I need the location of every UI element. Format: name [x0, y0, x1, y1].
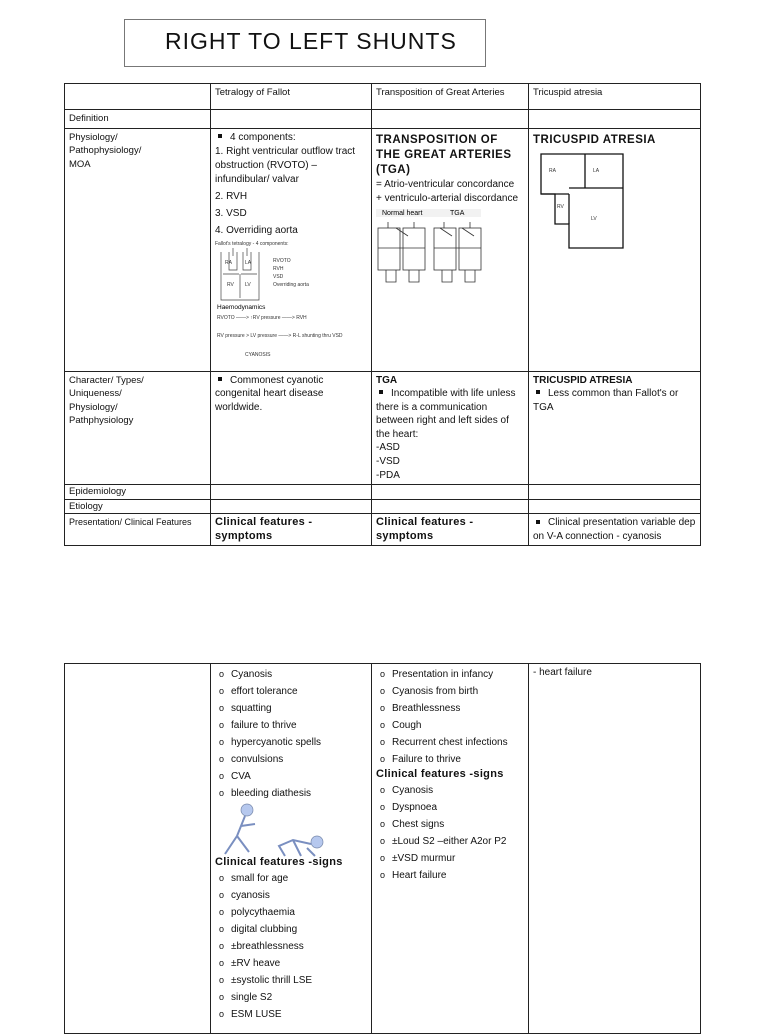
square-bullet-icon [379, 390, 383, 394]
tof-presentation-head: Clinical features -symptoms [211, 514, 372, 546]
tga-diagram [376, 208, 486, 290]
circle-bullet-icon: o [380, 686, 386, 696]
row-label-presentation: Presentation/ Clinical Features [65, 514, 211, 546]
row-label-definition: Definition [65, 110, 211, 129]
list-item: o CVA [219, 768, 367, 785]
circle-bullet-icon: o [219, 1008, 225, 1019]
circle-bullet-icon: o [380, 835, 386, 846]
continuation-table [64, 663, 701, 1034]
list-item: o Heart failure [380, 867, 524, 884]
ta-physiology-cell [529, 128, 701, 371]
list-item: o Presentation in infancy [380, 666, 524, 683]
ta-character-cell [529, 371, 701, 485]
circle-bullet-icon: o [219, 991, 225, 1002]
haemo-line-3: CYANOSIS [245, 351, 271, 358]
character-row [65, 371, 701, 485]
circle-bullet-icon: o [219, 872, 225, 883]
circle-bullet-icon: o [219, 940, 225, 951]
circle-bullet-icon: o [380, 737, 386, 747]
tga-character-head: TGA [376, 374, 398, 386]
tga-shunt-vsd: -VSD [376, 456, 400, 468]
list-item: o polycythaemia [219, 904, 367, 921]
ta-label-lv: LV [591, 215, 597, 222]
page-title: RIGHT TO LEFT SHUNTS [165, 28, 457, 54]
circle-bullet-icon: o [219, 720, 225, 730]
etiology-row [65, 499, 701, 514]
comparison-table [64, 83, 701, 546]
list-item: o Breathlessness [380, 700, 524, 717]
tof-component-3: 3. VSD [215, 207, 247, 219]
circle-bullet-icon: o [380, 818, 386, 829]
circle-bullet-icon: o [219, 686, 225, 696]
row-label-character: Character/ Types/ Uniqueness/ Physiology/ Pathphysiology [65, 371, 211, 485]
ta-presentation-text: Clinical presentation variable dep on V-A connection - cyanosis [533, 517, 696, 542]
tga-shunt-pda: -PDA [376, 469, 400, 481]
tof-component-1: 1. Right ventricular outflow tract obstruction (RVOTO) – infundibular/ valvar [215, 145, 356, 185]
ta-label-la: LA [593, 167, 600, 174]
legend-rvoto: RVOTO [273, 257, 291, 264]
circle-bullet-icon: o [380, 669, 386, 679]
list-item: o digital clubbing [219, 921, 367, 938]
list-item: o convulsions [219, 751, 367, 768]
svg-text:RA: RA [225, 259, 232, 266]
square-bullet-icon [218, 134, 222, 138]
tga-features-cell [372, 664, 529, 1034]
fallot-diagram [215, 240, 365, 365]
tga-title: TRANSPOSITION OF THE GREAT ARTERIES (TGA) [376, 133, 512, 176]
diagram-title: Fallot's tetralogy - 4 components: [215, 240, 289, 247]
circle-bullet-icon: o [219, 754, 225, 764]
header-row [65, 84, 701, 110]
list-item: o Cyanosis from birth [380, 683, 524, 700]
circle-bullet-icon: o [219, 974, 225, 985]
tof-signs-list [215, 870, 367, 1023]
continuation-row [65, 664, 701, 1034]
svg-text:RV: RV [227, 281, 234, 288]
tof-character-text: Commonest cyanotic congenital heart disease worldwide. [215, 374, 324, 413]
physiology-row [65, 128, 701, 371]
circle-bullet-icon: o [219, 703, 225, 713]
square-bullet-icon [536, 520, 540, 524]
epidemiology-row [65, 485, 701, 500]
circle-bullet-icon: o [219, 957, 225, 968]
ta-presentation-cell [529, 514, 701, 546]
list-item: o cyanosis [219, 887, 367, 904]
squatting-child-icon [221, 802, 331, 860]
list-item: o single S2 [219, 989, 367, 1006]
tga-character-cell [372, 371, 529, 485]
tga-signs-head: Clinical features -signs [376, 768, 504, 780]
list-item: o effort tolerance [219, 683, 367, 700]
tga-shunt-asd: -ASD [376, 442, 400, 454]
ta-continuation-text: - heart failure [533, 667, 592, 678]
tof-components-intro: 4 components: [215, 131, 367, 145]
legend-rvh: RVH [273, 265, 284, 272]
list-item: o ±RV heave [219, 955, 367, 972]
tga-signs-list [376, 782, 524, 884]
ta-features-cell [529, 664, 701, 1034]
header-tga: Transposition of Great Arteries [372, 84, 529, 110]
haemo-line-1: RVOTO ——> ↑RV pressure ——> RVH [217, 314, 307, 321]
tof-component-2: 2. RVH [215, 190, 248, 202]
list-item: o ±systolic thrill LSE [219, 972, 367, 989]
list-item: o Dyspnoea [380, 799, 524, 816]
list-item: o Failure to thrive [380, 751, 524, 768]
list-item: o Cough [380, 717, 524, 734]
circle-bullet-icon: o [380, 801, 386, 812]
square-bullet-icon [218, 377, 222, 381]
tof-physiology-cell [211, 128, 372, 371]
tga-desc-1: = Atrio-ventricular concordance [376, 178, 515, 190]
circle-bullet-icon: o [380, 703, 386, 713]
legend-aorta: Overriding aorta [273, 281, 309, 288]
row-label-etiology: Etiology [65, 499, 211, 514]
circle-bullet-icon: o [219, 737, 225, 747]
list-item: o ±VSD murmur [380, 850, 524, 867]
ta-character-text: Less common than Fallot's or TGA [533, 388, 679, 413]
circle-bullet-icon: o [380, 720, 386, 730]
circle-bullet-icon: o [219, 771, 225, 781]
circle-bullet-icon: o [219, 669, 225, 679]
title-box [124, 19, 486, 67]
circle-bullet-icon: o [380, 754, 386, 764]
row-label-epidemiology: Epidemiology [65, 485, 211, 500]
ta-label-ra: RA [549, 167, 556, 174]
list-item: o ±Loud S2 –either A2or P2 [380, 833, 524, 850]
legend-vsd: VSD [273, 273, 284, 280]
tof-signs-head: Clinical features -signs [215, 856, 343, 868]
tga-presentation-head: Clinical features -symptoms [372, 514, 529, 546]
list-item: o small for age [219, 870, 367, 887]
tga-symptoms-list [376, 666, 524, 768]
circle-bullet-icon: o [219, 788, 225, 798]
square-bullet-icon [536, 390, 540, 394]
header-tetralogy: Tetralogy of Fallot [211, 84, 372, 110]
svg-text:LA: LA [245, 259, 252, 266]
presentation-row [65, 514, 701, 546]
definition-row [65, 110, 701, 129]
haemo-line-2: RV pressure > LV pressure ——> R-L shunting thru VSD [217, 332, 343, 339]
circle-bullet-icon: o [219, 889, 225, 900]
svg-text:LV: LV [245, 281, 251, 288]
tof-component-4: 4. Overriding aorta [215, 224, 298, 236]
tricuspid-diagram [533, 150, 643, 255]
list-item: o bleeding diathesis [219, 785, 367, 802]
list-item: o Cyanosis [219, 666, 367, 683]
circle-bullet-icon: o [219, 923, 225, 934]
tof-features-cell [211, 664, 372, 1034]
tga-normal-label: Normal heart [382, 209, 423, 217]
row-label-physiology: Physiology/ Pathophysiology/ MOA [65, 128, 211, 371]
list-item: o failure to thrive [219, 717, 367, 734]
list-item: o squatting [219, 700, 367, 717]
tof-symptoms-list [215, 666, 367, 802]
circle-bullet-icon: o [380, 869, 386, 880]
list-item: o Recurrent chest infections [380, 734, 524, 751]
circle-bullet-icon: o [219, 906, 225, 917]
list-item: o ±breathlessness [219, 938, 367, 955]
tof-character-cell [211, 371, 372, 485]
tga-physiology-cell [372, 128, 529, 371]
header-cell-empty [65, 84, 211, 110]
circle-bullet-icon: o [380, 784, 386, 795]
continuation-label-cell [65, 664, 211, 1034]
circle-bullet-icon: o [380, 852, 386, 863]
list-item: o hypercyanotic spells [219, 734, 367, 751]
tga-label: TGA [450, 209, 465, 217]
ta-label-rv: RV [557, 203, 564, 210]
list-item: o Cyanosis [380, 782, 524, 799]
tga-character-text: Incompatible with life unless there is a communication between right and left sides of the heart: [376, 388, 516, 440]
list-item: o Chest signs [380, 816, 524, 833]
header-tricuspid: Tricuspid atresia [529, 84, 701, 110]
list-item: o ESM LUSE [219, 1006, 367, 1023]
haemo-title: Haemodynamics [217, 303, 266, 311]
ta-title: TRICUSPID ATRESIA [533, 133, 656, 146]
ta-character-head: TRICUSPID ATRESIA [533, 374, 633, 386]
tga-desc-2: + ventriculo-arterial discordance [376, 192, 519, 204]
